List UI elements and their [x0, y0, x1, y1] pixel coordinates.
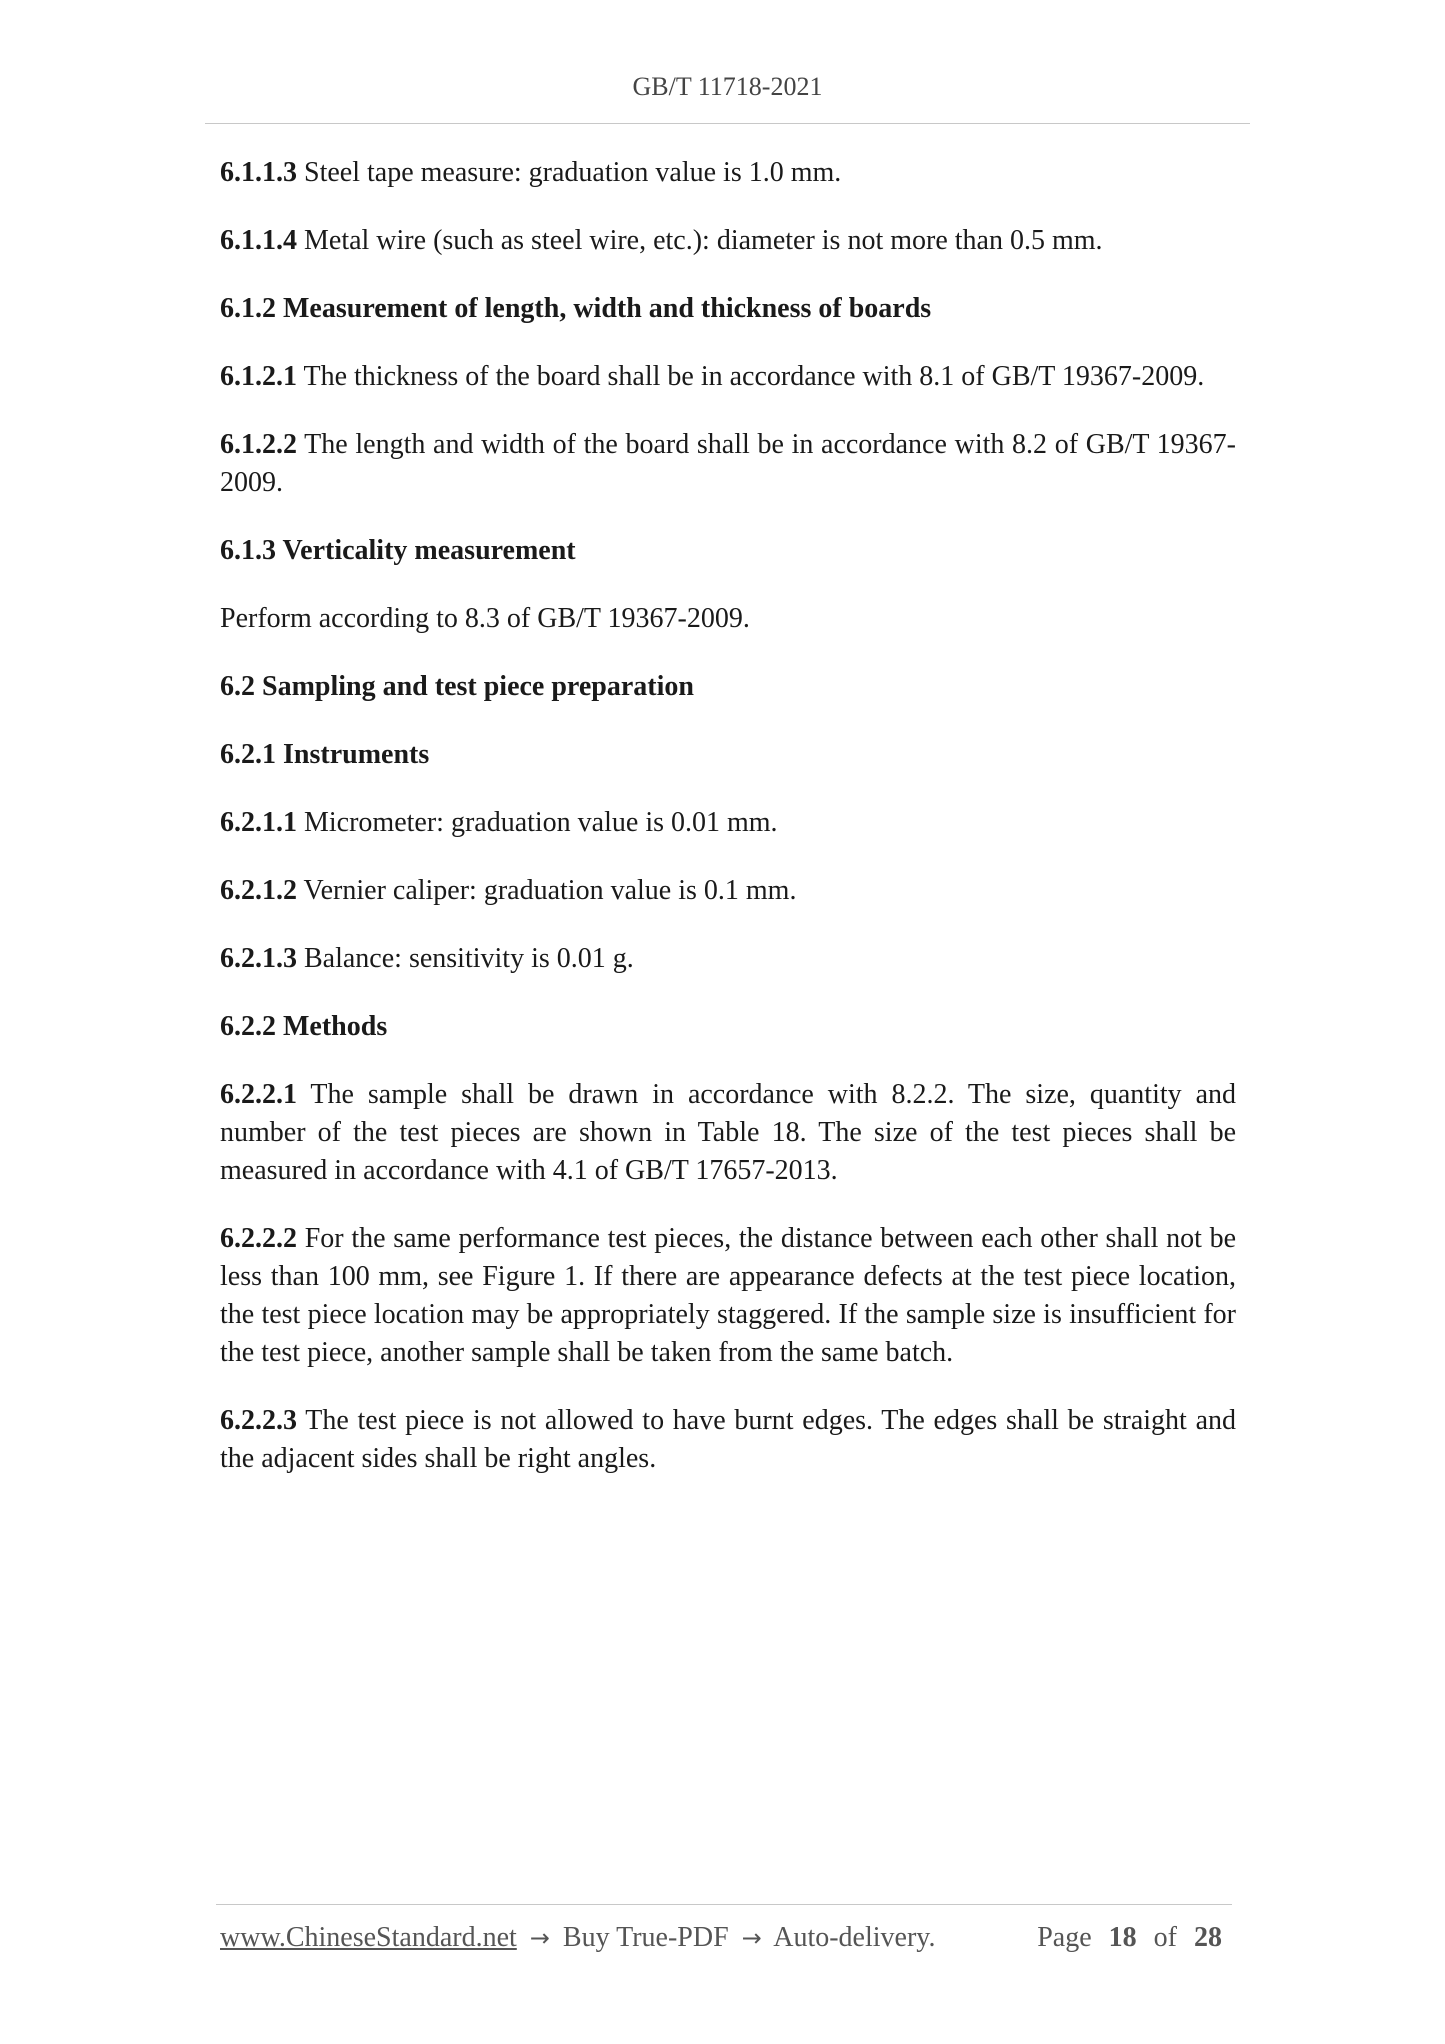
total-pages: 28 — [1194, 1922, 1222, 1953]
paragraph-verticality: Perform according to 8.3 of GB/T 19367-2009. — [220, 603, 750, 634]
right-arrow-icon: → — [741, 1924, 762, 1952]
clause-text: Balance: sensitivity is 0.01 g. — [297, 943, 634, 974]
clause-text: For the same performance test pieces, the distance between each other shall not be less than 100 mm, see Figure 1. If there are appearance defects at the test piece location, the test piece location may be appropriately staggered. If the sample size is insufficient for the test piece, another sample shall be taken from the same batch. — [220, 1223, 1236, 1368]
page-footer — [220, 1922, 1232, 1954]
right-arrow-icon: → — [529, 1924, 550, 1952]
heading-6-2-1: 6.2.1 Instruments — [220, 739, 430, 770]
footer-links — [220, 1922, 935, 1954]
header-divider — [205, 123, 1250, 124]
clause-number: 6.1.1.3 — [220, 157, 297, 188]
website-link[interactable]: www.ChineseStandard.net — [220, 1922, 517, 1953]
auto-delivery-text: Auto-delivery. — [773, 1922, 936, 1953]
page-number — [1037, 1922, 1232, 1954]
clause-number: 6.1.1.4 — [220, 225, 297, 256]
clause-6-1-2-2 — [220, 426, 1236, 502]
clause-number: 6.2.1.2 — [220, 875, 297, 906]
document-body — [220, 154, 1236, 1508]
clause-text: Micrometer: graduation value is 0.01 mm. — [297, 807, 778, 838]
clause-text: Vernier caliper: graduation value is 0.1 mm. — [297, 875, 797, 906]
heading-6-1-2: 6.1.2 Measurement of length, width and thickness of boards — [220, 293, 932, 324]
clause-number: 6.2.1.1 — [220, 807, 297, 838]
clause-6-2-2-2 — [220, 1220, 1236, 1372]
clause-6-1-1-3 — [220, 154, 1236, 192]
page-header-doc-id: GB/T 11718-2021 — [632, 72, 823, 101]
clause-text: The length and width of the board shall be in accordance with 8.2 of GB/T 19367-2009. — [220, 429, 1236, 498]
clause-text: The thickness of the board shall be in accordance with 8.1 of GB/T 19367-2009. — [297, 361, 1205, 392]
clause-6-2-1-3 — [220, 940, 1236, 978]
of-label: of — [1153, 1922, 1177, 1953]
heading-6-2-2: 6.2.2 Methods — [220, 1011, 388, 1042]
buy-true-pdf-text: Buy True-PDF — [562, 1922, 729, 1953]
heading-6-2: 6.2 Sampling and test piece preparation — [220, 671, 694, 702]
clause-6-2-2-3 — [220, 1402, 1236, 1478]
clause-text: Steel tape measure: graduation value is 1.0 mm. — [297, 157, 842, 188]
clause-text: Metal wire (such as steel wire, etc.): diameter is not more than 0.5 mm. — [297, 225, 1103, 256]
clause-6-2-1-2 — [220, 872, 1236, 910]
clause-text: The test piece is not allowed to have burnt edges. The edges shall be straight and the adjacent sides shall be right angles. — [220, 1405, 1236, 1474]
page-label: Page — [1037, 1922, 1092, 1953]
clause-number: 6.2.2.3 — [220, 1405, 297, 1436]
clause-6-1-2-1 — [220, 358, 1236, 396]
clause-number: 6.2.2.2 — [220, 1223, 297, 1254]
clause-6-2-2-1 — [220, 1076, 1236, 1190]
footer-divider — [216, 1904, 1232, 1905]
clause-number: 6.1.2.2 — [220, 429, 297, 460]
clause-number: 6.2.2.1 — [220, 1079, 297, 1110]
clause-text: The sample shall be drawn in accordance with 8.2.2. The size, quantity and number of the test pieces are shown in Table 18. The size of the test pieces shall be measured in accordance with 4.1 of GB/T 17657-2013. — [220, 1079, 1236, 1186]
clause-number: 6.1.2.1 — [220, 361, 297, 392]
heading-6-1-3: 6.1.3 Verticality measurement — [220, 535, 576, 566]
current-page: 18 — [1108, 1922, 1137, 1953]
clause-6-2-1-1 — [220, 804, 1236, 842]
clause-number: 6.2.1.3 — [220, 943, 297, 974]
clause-6-1-1-4 — [220, 222, 1236, 260]
